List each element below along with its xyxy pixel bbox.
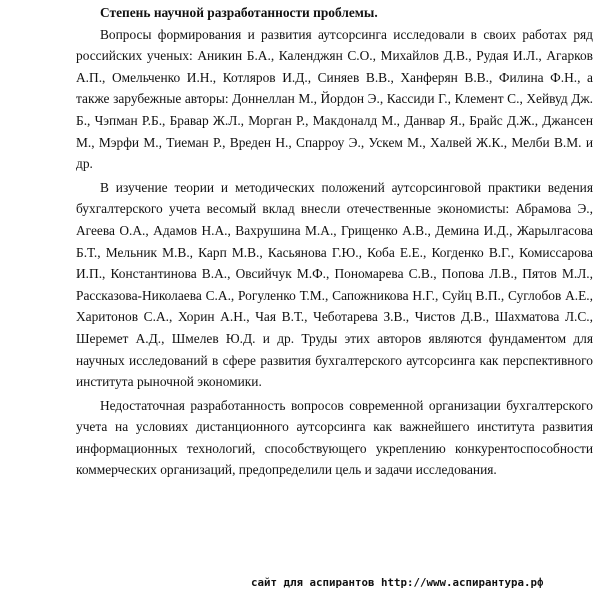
section-heading: Степень научной разработанности проблемы. <box>100 5 378 20</box>
site-watermark: сайт для аспирантов http://www.аспирантура.рф <box>251 576 544 589</box>
paragraph-insufficient-development: Недостаточная разработанность вопросов современной организации бухгалтерского учета на условиях дистанционного аутсорсинга как важнейшего института развития информационных технологий, способствующего укреплению конкурентоспособности коммерческих организаций, предопределили цель и задачи исследования. <box>76 397 593 478</box>
paragraph-research-authors: Вопросы формирования и развития аутсорсинга исследовали в своих работах ряд российских ученых: Аникин Б.А., Календжян С.О., Михайлов Д.В., Рудая И.Л., Агарков А.П., Омельченко И.Н., Котляров И.Д., Синяев В.В., Ханферян В.В., Филина Ф.Н., а также зарубежные авторы: Доннеллан М., Йордон Э., Кассиди Г., Клемент С., Хейвуд Дж. Б., Чэпман Р.Б., Бравар Ж.Л., Морган Р., Макдоналд М., Данвар Я., Брайс Д.Ж., Джансен М., Мэрфи М., Тиеман Р., Вреден Н., Спарроу Э., Ускем М., Халвей Ж.К., Мелби В.М. и др. <box>76 26 593 172</box>
paragraph-domestic-economists: В изучение теории и методических положений аутсорсинговой практики ведения бухгалтерского учета весомый вклад внесли отечественные экономисты: Абрамова Э., Агеева О.А., Адамов Н.А., Вахрушина М.А., Грищенко А.В., Демина И.Д., Жарылгасова Б.Т., Мельник М.В., Карп М.В., Касьянова Г.Ю., Коба Е.Е., Когденко В.Г., Комиссарова И.П., Константинова В.А., Овсийчук М.Ф., Пономарева С.В., Попова Л.В., Пятов М.Л., Рассказова-Николаева С.А., Рогуленко Т.М., Сапожникова Н.Г., Суйц В.П., Суглобов А.Е., Харитонов С.А., Хорин А.Н., Чая В.Т., Чеботарева З.В., Чистов Д.В., Шахматова Л.С., Шеремет А.Д., Шмелев Ю.Д. и др. Труды этих авторов являются фундаментом для научных исследований в сфере развития бухгалтерского аутсорсинга как перспективного института рыночной экономики. <box>76 179 593 390</box>
